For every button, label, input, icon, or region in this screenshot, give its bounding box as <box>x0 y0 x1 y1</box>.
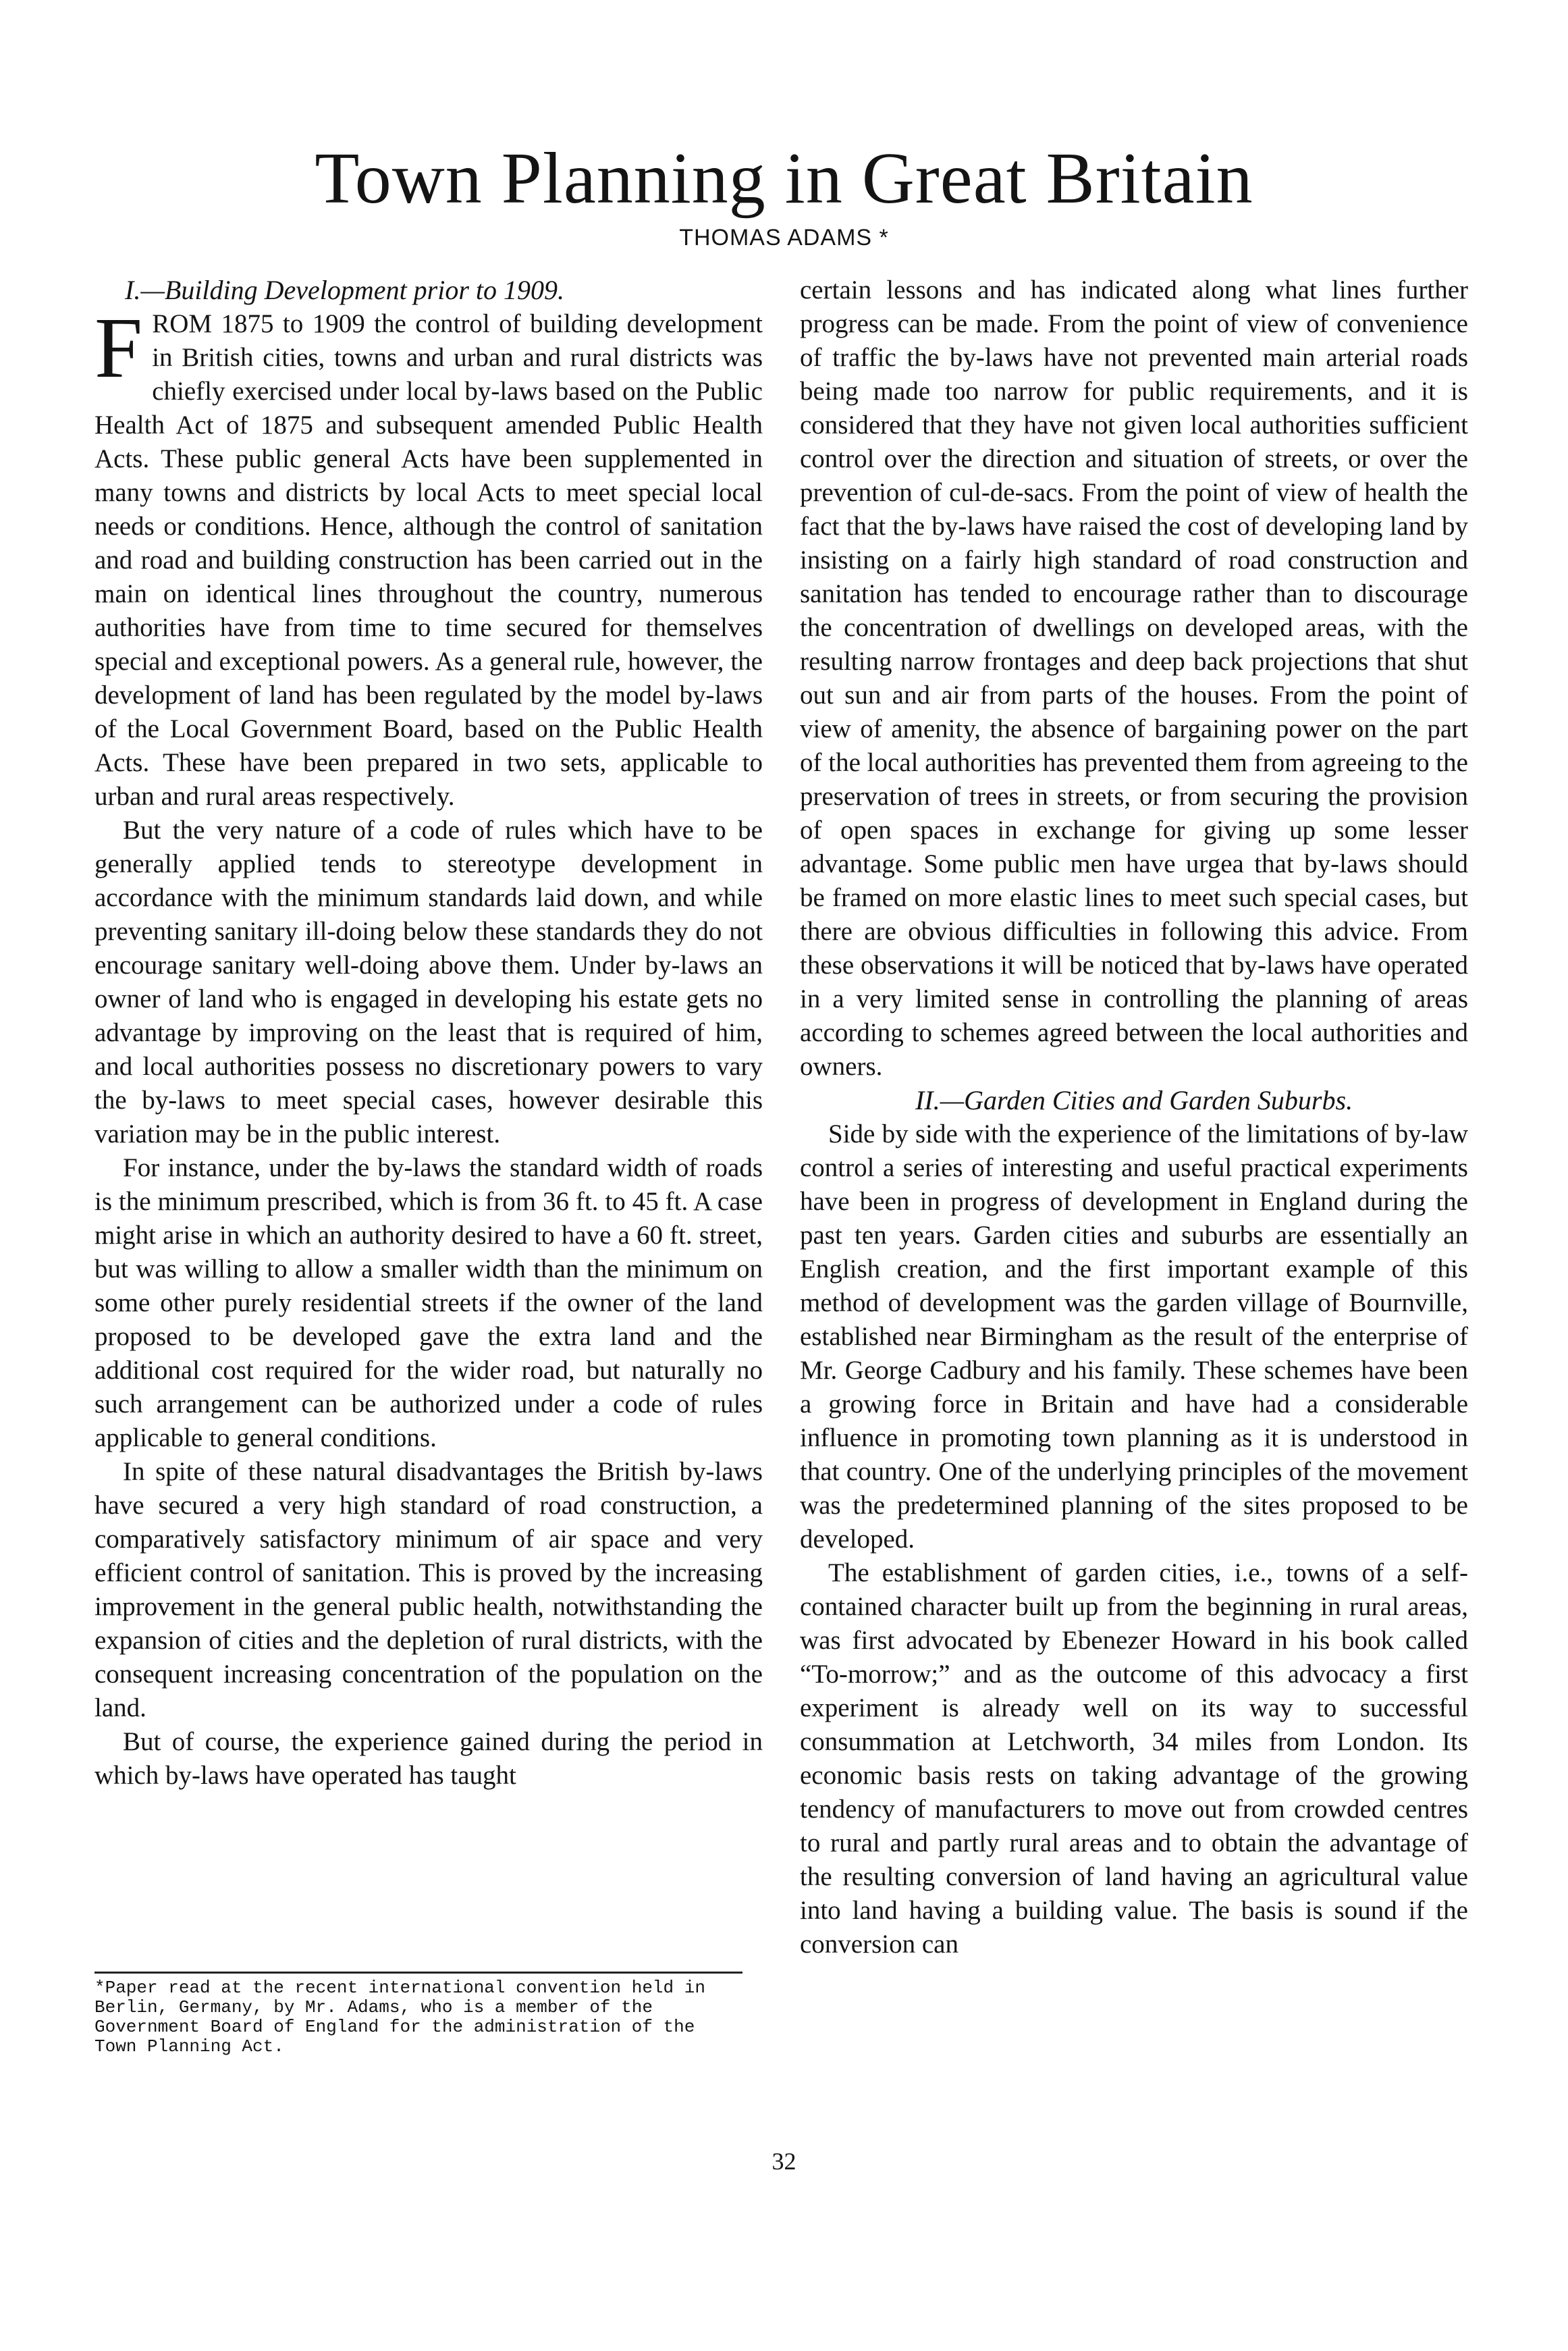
section-heading-garden-cities: II.—Garden Cities and Garden Suburbs. <box>915 1085 1353 1115</box>
article-title: Town Planning in Great Britain <box>315 138 1253 219</box>
footnote: *Paper read at the recent international convention held in Berlin, Germany, by Mr. Adams, who is a member of the Government Board of England for the administration of the Town Planning Act. <box>94 1978 705 2057</box>
left-column <box>94 273 763 1793</box>
paragraph: But of course, the experience gained during the period in which by-laws have operated has taught <box>94 1727 763 1790</box>
right-column <box>800 273 1468 1961</box>
paragraph: certain lessons and has indicated along what lines further progress can be made. From the point of view of convenience of traffic the by-laws have not prevented main arterial roads being made too narrow for public requirements, and it is considered that they have not given local authorities sufficient control over the direction and situation of streets, or over the prevention of cul-de-sacs. From the point of view of health the fact that the by-laws have raised the cost of developing land by insisting on a fairly high standard of road construction and sanitation has tended to encourage rather than to discourage the concentration of dwellings on developed areas, with the resulting narrow frontages and deep back projections that shut out sun and air from parts of the houses. From the point of view of amenity, the absence of bargaining power on the part of the local authorities has prevented them from agreeing to the preservation of trees in streets, or from securing the provision of open spaces in exchange for giving up some lesser advantage. Some public men have urgea that by-laws should be framed on more elastic lines to meet such special cases, but there are obvious difficulties in following this advice. From these observations it will be noticed that by-laws have operated in a very limited sense in controlling the planning of areas according to schemes agreed between the local authorities and owners. <box>800 275 1468 1081</box>
paragraph: The establishment of garden cities, i.e., towns of a self-contained character built up from the beginning in rural areas, was first advocated by Ebenezer Howard in his book called “To-morrow;” and as the outcome of this advocacy a first experiment is already well on its way to successful consummation at Letchworth, 34 miles from London. Its economic basis rests on taking advantage of the growing tendency of manufacturers to move out from crowded centres to rural and partly rural areas and to obtain the advantage of the resulting conversion of land having an agricultural value into land having a building value. The basis is sound if the conversion can <box>800 1558 1468 1959</box>
paragraph: In spite of these natural disadvantages the British by-laws have secured a very high standard of road construction, a comparatively satisfactory minimum of air space and very efficient control of sanitation. This is proved by the increasing improvement in the general public health, notwithstanding the expansion of cities and the depletion of rural districts, with the consequent increasing concentration of the population on the land. <box>94 1457 763 1722</box>
paragraph: Side by side with the experience of the limitations of by-law control a series of interesting and useful practical experiments have been in progress of development in England during the past ten years. Garden cities and suburbs are essentially an English creation, and the first important example of this method of development was the garden village of Bournville, established near Birmingham as the result of the enterprise of Mr. George Cadbury and his family. These schemes have been a growing force in Britain and have had a considerable influence in promoting town planning as it is understood in that country. One of the underlying principles of the movement was the predetermined planning of the sites proposed to be developed. <box>800 1119 1468 1554</box>
paragraph-text: ROM 1875 to 1909 the control of building development in British cities, towns and urban and rural districts was chiefly exercised under local by-laws based on the Public Health Act of 1875 and subsequent amended Public Health Acts. These public general Acts have been supplemented in many towns and districts by local Acts to meet special local needs or conditions. Hence, although the control of sanitation and road and building construction has been carried out in the main on identical lines throughout the country, numerous authorities have from time to time secured for themselves special and exceptional powers. As a general rule, however, the development of land has been regulated by the model by-laws of the Local Government Board, based on the Public Health Acts. These have been prepared in two sets, applicable to urban and rural areas respectively. <box>94 309 763 811</box>
drop-cap: F <box>94 300 143 396</box>
section-heading-building-development: I.—Building Development prior to 1909. <box>125 275 565 305</box>
author-byline: THOMAS ADAMS * <box>679 225 889 250</box>
page-number: 32 <box>772 2148 796 2175</box>
footnote-divider <box>94 1972 742 1974</box>
paragraph <box>94 300 763 814</box>
paragraph: But the very nature of a code of rules which have to be generally applied tends to stereotype development in accordance with the minimum standards laid down, and while preventing sanitary ill-doing below these standards they do not encourage sanitary well-doing above them. Under by-laws an owner of land who is engaged in developing his estate gets no advantage by improving on the least that is required of him, and local authorities possess no discretionary powers to vary the by-laws to meet special cases, however desirable this variation may be in the public interest. <box>94 816 763 1148</box>
paragraph: For instance, under the by-laws the standard width of roads is the minimum prescribed, which is from 36 ft. to 45 ft. A case might arise in which an authority desired to have a 60 ft. street, but was willing to allow a smaller width than the minimum on some other purely residential streets if the owner of the land proposed to be developed gave the extra land and the additional cost required for the wider road, but naturally no such arrangement can be authorized under a code of rules applicable to general conditions. <box>94 1153 763 1452</box>
